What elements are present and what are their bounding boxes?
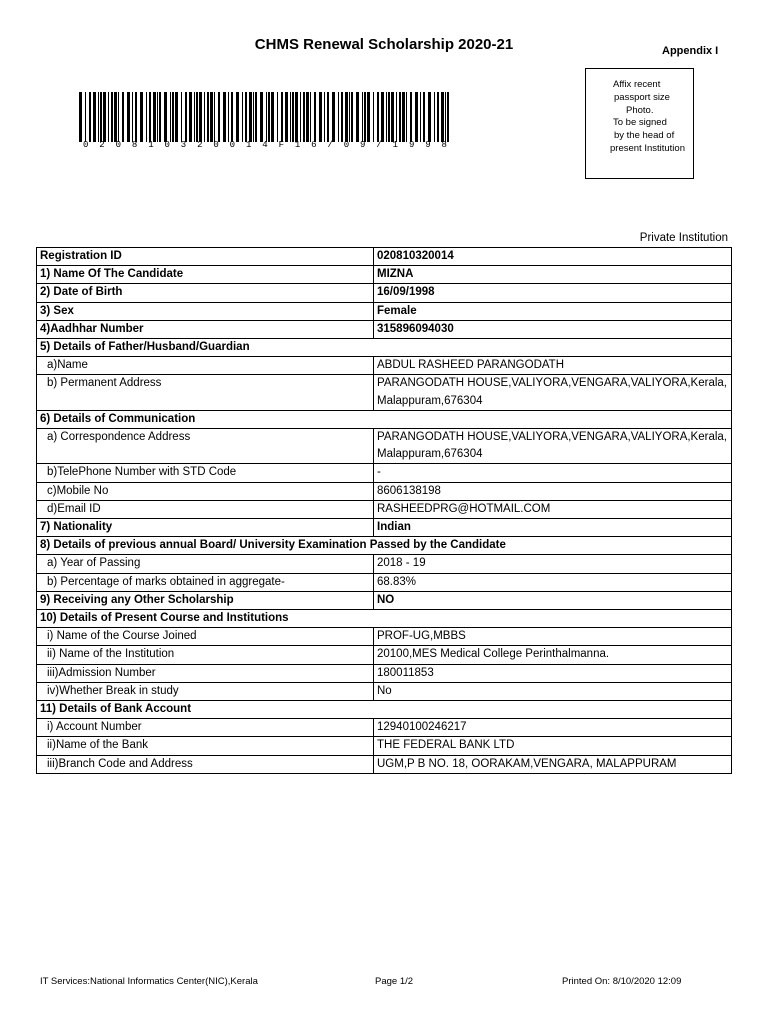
field-label: 1) Name Of The Candidate: [37, 266, 374, 284]
section-heading: 8) Details of previous annual Board/ University Examination Passed by the Candidate: [37, 537, 732, 555]
table-row: [37, 320, 732, 338]
barcode-bar: [189, 92, 192, 142]
barcode-bars: [79, 92, 451, 142]
barcode-bar: [271, 92, 274, 142]
photo-line: Photo.: [626, 104, 654, 116]
barcode-bar: [172, 92, 174, 142]
barcode-bar: [196, 92, 198, 142]
field-value: Female: [374, 302, 732, 320]
field-value: -: [374, 464, 732, 482]
field-label: i) Name of the Course Joined: [37, 628, 374, 646]
barcode-digit: 9: [360, 140, 366, 150]
field-value: 180011853: [374, 664, 732, 682]
barcode-bar: [185, 92, 187, 142]
field-label: 3) Sex: [37, 302, 374, 320]
barcode-digit: 3: [180, 140, 187, 150]
barcode-digit: 0: [213, 140, 219, 150]
barcode: [79, 92, 451, 154]
table-row: [37, 302, 732, 320]
barcode-bar: [415, 92, 418, 142]
field-value: ABDUL RASHEED PARANGODATH: [374, 357, 732, 375]
barcode-digit: 1: [148, 140, 154, 150]
barcode-bar: [399, 92, 401, 142]
field-value: 315896094030: [374, 320, 732, 338]
table-row: [37, 537, 732, 555]
barcode-bar: [434, 92, 435, 142]
field-value: RASHEEDPRG@HOTMAIL.COM: [374, 500, 732, 518]
field-label: iii)Admission Number: [37, 664, 374, 682]
barcode-bar: [268, 92, 270, 142]
table-row: [37, 500, 732, 518]
table-row: [37, 628, 732, 646]
field-label: ii) Name of the Institution: [37, 646, 374, 664]
barcode-digit: 1: [392, 140, 399, 150]
table-row: [37, 375, 732, 410]
barcode-bar: [266, 92, 267, 142]
barcode-bar: [214, 92, 215, 142]
barcode-bar: [373, 92, 374, 142]
field-label: b) Percentage of marks obtained in aggregate-: [37, 573, 374, 591]
barcode-digit: 1: [245, 140, 252, 150]
field-label: 2) Date of Birth: [37, 284, 374, 302]
barcode-bar: [410, 92, 412, 142]
barcode-bar: [89, 92, 91, 142]
barcode-bar: [122, 92, 124, 142]
barcode-bar: [223, 92, 226, 142]
barcode-digits: [79, 140, 451, 150]
table-row: [37, 573, 732, 591]
barcode-bar: [445, 92, 446, 142]
barcode-bar: [255, 92, 257, 142]
barcode-bar: [181, 92, 182, 142]
barcode-bar: [103, 92, 106, 142]
barcode-digit: F: [278, 140, 284, 150]
barcode-digit: 0: [229, 140, 236, 150]
barcode-bar: [351, 92, 353, 142]
barcode-bar: [132, 92, 133, 142]
appendix-label: Appendix I: [662, 45, 719, 57]
field-value: No: [374, 682, 732, 700]
barcode-digit: 0: [343, 140, 350, 150]
barcode-bar: [381, 92, 384, 142]
field-value: 20100,MES Medical College Perinthalmanna.: [374, 646, 732, 664]
barcode-bar: [290, 92, 291, 142]
field-value: THE FEDERAL BANK LTD: [374, 737, 732, 755]
barcode-bar: [111, 92, 113, 142]
table-row: [37, 429, 732, 464]
barcode-bar: [140, 92, 143, 142]
barcode-digit: 9: [408, 140, 415, 150]
barcode-bar: [292, 92, 294, 142]
barcode-bar: [228, 92, 229, 142]
barcode-digit: 8: [441, 140, 447, 150]
field-value: PROF-UG,MBBS: [374, 628, 732, 646]
barcode-bar: [437, 92, 439, 142]
field-label: c)Mobile No: [37, 482, 374, 500]
barcode-bar: [281, 92, 283, 142]
barcode-bar: [341, 92, 343, 142]
barcode-bar: [310, 92, 311, 142]
field-value: 020810320014: [374, 248, 732, 266]
photo-line: by the head of: [614, 130, 675, 142]
field-value: 68.83%: [374, 573, 732, 591]
field-label: iv)Whether Break in study: [37, 682, 374, 700]
field-value: 12940100246217: [374, 719, 732, 737]
barcode-bar: [277, 92, 278, 142]
barcode-bar: [249, 92, 252, 142]
barcode-bar: [175, 92, 178, 142]
field-label: iii)Branch Code and Address: [37, 755, 374, 773]
field-label: a) Year of Passing: [37, 555, 374, 573]
barcode-bar: [306, 92, 309, 142]
table-row: [37, 755, 732, 773]
field-label: ii)Name of the Bank: [37, 737, 374, 755]
barcode-bar: [295, 92, 298, 142]
photo-line: passport size: [614, 91, 670, 103]
barcode-bar: [153, 92, 156, 142]
table-row: [37, 591, 732, 609]
barcode-bar: [377, 92, 379, 142]
barcode-bar: [149, 92, 151, 142]
barcode-bar: [388, 92, 390, 142]
field-label: 7) Nationality: [37, 519, 374, 537]
barcode-bar: [98, 92, 99, 142]
field-label: b) Permanent Address: [37, 375, 374, 410]
barcode-bar: [303, 92, 305, 142]
barcode-bar: [319, 92, 322, 142]
field-value: MIZNA: [374, 266, 732, 284]
barcode-bar: [242, 92, 243, 142]
barcode-bar: [170, 92, 171, 142]
table-row: [37, 555, 732, 573]
field-label: 4)Aadhhar Number: [37, 320, 374, 338]
barcode-digit: 8: [131, 140, 138, 150]
barcode-digit: 4: [262, 140, 268, 150]
barcode-bar: [108, 92, 109, 142]
barcode-bar: [118, 92, 119, 142]
barcode-bar: [159, 92, 161, 142]
table-row: [37, 682, 732, 700]
table-row: [37, 464, 732, 482]
table-row: [37, 701, 732, 719]
barcode-bar: [364, 92, 366, 142]
barcode-bar: [79, 92, 82, 142]
section-heading: 6) Details of Communication: [37, 410, 732, 428]
barcode-bar: [135, 92, 137, 142]
barcode-bar: [194, 92, 195, 142]
barcode-bar: [157, 92, 158, 142]
barcode-bar: [402, 92, 405, 142]
barcode-bar: [253, 92, 254, 142]
barcode-bar: [127, 92, 130, 142]
barcode-bar: [324, 92, 325, 142]
barcode-bar: [356, 92, 359, 142]
table-row: [37, 357, 732, 375]
barcode-bar: [146, 92, 147, 142]
institution-type: Private Institution: [639, 232, 728, 244]
field-label: a) Correspondence Address: [37, 429, 374, 464]
barcode-bar: [260, 92, 263, 142]
field-value: NO: [374, 591, 732, 609]
field-value: PARANGODATH HOUSE,VALIYORA,VENGARA,VALIYORA,Kerala,Malappuram,676304: [374, 429, 732, 464]
field-label: i) Account Number: [37, 719, 374, 737]
field-value: PARANGODATH HOUSE,VALIYORA,VENGARA,VALIYORA,Kerala,Malappuram,676304: [374, 375, 732, 410]
table-row: [37, 646, 732, 664]
field-value: 8606138198: [374, 482, 732, 500]
barcode-bar: [386, 92, 387, 142]
barcode-digit: 0: [115, 140, 121, 150]
photo-line: Affix recent: [613, 79, 661, 90]
barcode-bar: [218, 92, 220, 142]
barcode-bar: [300, 92, 301, 142]
barcode-bar: [199, 92, 202, 142]
field-label: 9) Receiving any Other Scholarship: [37, 591, 374, 609]
barcode-bar: [362, 92, 363, 142]
barcode-bar: [338, 92, 339, 142]
barcode-bar: [332, 92, 335, 142]
barcode-bar: [423, 92, 425, 142]
barcode-bar: [327, 92, 329, 142]
barcode-digit: 6: [311, 140, 317, 150]
barcode-digit: /: [327, 140, 333, 150]
photo-box: [585, 68, 694, 179]
barcode-bar: [349, 92, 350, 142]
field-label: Registration ID: [37, 248, 374, 266]
barcode-bar: [210, 92, 213, 142]
barcode-bar: [164, 92, 167, 142]
footer-page: Page 1/2: [375, 976, 414, 987]
table-row: [37, 248, 732, 266]
details-table: [36, 247, 732, 774]
table-row: [37, 339, 732, 357]
footer-left: IT Services:National Informatics Center(NIC),Kerala: [40, 976, 258, 987]
table-row: [37, 610, 732, 628]
footer-printed: Printed On: 8/10/2020 12:09: [562, 976, 682, 987]
barcode-bar: [428, 92, 431, 142]
table-row: [37, 410, 732, 428]
barcode-bar: [441, 92, 444, 142]
barcode-bar: [236, 92, 239, 142]
table-row: [37, 664, 732, 682]
photo-line: present Institution: [610, 142, 685, 154]
field-label: a)Name: [37, 357, 374, 375]
field-value: 2018 - 19: [374, 555, 732, 573]
barcode-bar: [207, 92, 209, 142]
document-title: CHMS Renewal Scholarship 2020-21: [254, 36, 514, 53]
field-value: Indian: [374, 519, 732, 537]
photo-line: To be signed: [613, 117, 667, 129]
section-heading: 11) Details of Bank Account: [37, 701, 732, 719]
barcode-bar: [345, 92, 348, 142]
barcode-bar: [231, 92, 233, 142]
field-label: b)TelePhone Number with STD Code: [37, 464, 374, 482]
barcode-digit: 0: [83, 140, 89, 150]
barcode-bar: [93, 92, 96, 142]
field-value: 16/09/1998: [374, 284, 732, 302]
barcode-bar: [245, 92, 247, 142]
barcode-bar: [391, 92, 394, 142]
table-row: [37, 519, 732, 537]
section-heading: 10) Details of Present Course and Institutions: [37, 610, 732, 628]
section-heading: 5) Details of Father/Husband/Guardian: [37, 339, 732, 357]
barcode-bar: [204, 92, 205, 142]
barcode-bar: [406, 92, 407, 142]
table-row: [37, 284, 732, 302]
table-row: [37, 482, 732, 500]
barcode-digit: 2: [197, 140, 203, 150]
field-value: UGM,P B NO. 18, OORAKAM,VENGARA, MALAPPURAM: [374, 755, 732, 773]
barcode-digit: /: [376, 140, 382, 150]
barcode-digit: 2: [99, 140, 105, 150]
barcode-bar: [420, 92, 421, 142]
barcode-bar: [447, 92, 449, 142]
barcode-bar: [85, 92, 86, 142]
barcode-digit: 1: [294, 140, 301, 150]
barcode-bar: [114, 92, 117, 142]
field-label: d)Email ID: [37, 500, 374, 518]
barcode-bar: [314, 92, 316, 142]
barcode-digit: 9: [425, 140, 431, 150]
barcode-bar: [367, 92, 370, 142]
barcode-digit: 0: [164, 140, 170, 150]
barcode-bar: [285, 92, 288, 142]
table-row: [37, 719, 732, 737]
table-row: [37, 737, 732, 755]
table-row: [37, 266, 732, 284]
barcode-bar: [396, 92, 397, 142]
barcode-bar: [100, 92, 102, 142]
